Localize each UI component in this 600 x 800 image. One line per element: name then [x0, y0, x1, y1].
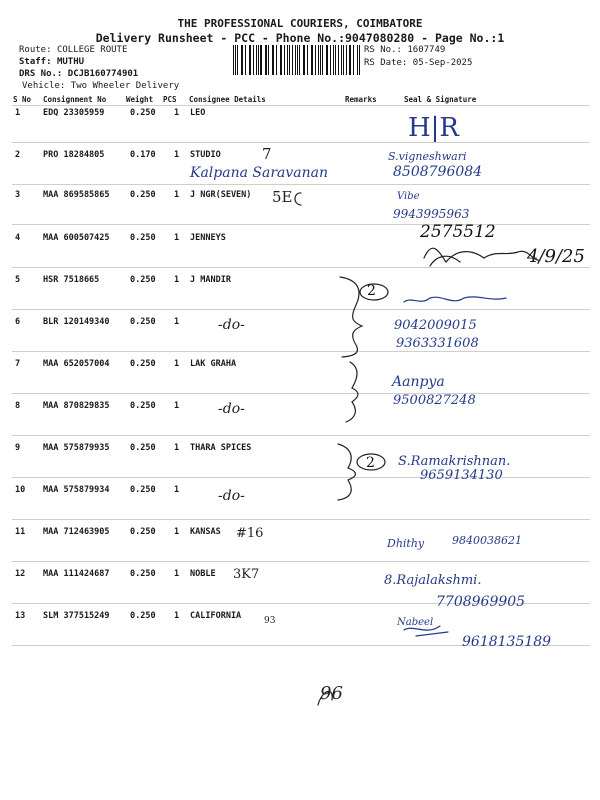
r11-note: #16: [236, 526, 264, 541]
row-pcs: 1: [174, 569, 180, 579]
r13-signature: Nabeel: [397, 617, 434, 628]
row-weight: 0.250: [130, 275, 156, 285]
row-pcs: 1: [174, 443, 180, 453]
row-pcs: 1: [174, 275, 180, 285]
company-title: THE PROFESSIONAL COURIERS, COIMBATORE: [177, 17, 423, 30]
col-remarks: Remarks: [345, 95, 377, 104]
row-consignee: KANSAS: [190, 527, 221, 537]
r12-phone: 7708969905: [436, 594, 526, 610]
row-sno: 3: [15, 190, 21, 200]
cross-r3: [295, 193, 301, 205]
r8-phone: 9500827248: [393, 393, 476, 408]
col-seal: Seal & Signature: [404, 95, 477, 104]
row-weight: 0.250: [130, 190, 156, 200]
page-mark-stroke: [318, 691, 332, 705]
row-weight: 0.250: [130, 611, 156, 621]
staff-value: MUTHU: [56, 57, 85, 67]
row-consignee: J NGR(SEVEN): [190, 190, 252, 200]
rs-date-value: 05-Sep-2025: [412, 58, 473, 68]
staff-label: Staff:: [19, 57, 52, 67]
row-sno: 5: [15, 275, 21, 285]
col-pcs: PCS: [163, 95, 177, 104]
row-pcs: 1: [174, 233, 180, 243]
r2-name: Kalpana Saravanan: [190, 165, 329, 181]
row-consignment: MAA 870829835: [43, 401, 110, 411]
row-consignment: MAA 111424687: [43, 569, 110, 579]
row-sno: 4: [15, 233, 21, 243]
r9-signature: S.Ramakrishnan.: [398, 454, 511, 469]
r11-signature: Dhithy: [387, 537, 425, 550]
row-consignee: J MANDIR: [190, 275, 231, 285]
row-pcs: 1: [174, 527, 180, 537]
drs-value: DCJB160774901: [67, 69, 139, 79]
r12-signature: 8.Rajalakshmi.: [384, 573, 482, 588]
r2-note: 7: [262, 145, 272, 163]
row-weight: 0.250: [130, 401, 156, 411]
row-pcs: 1: [174, 359, 180, 369]
r9-phone: 9659134130: [420, 468, 503, 483]
row-weight: 0.250: [130, 485, 156, 495]
col-consignment: Consignment No: [43, 95, 107, 104]
row-weight: 0.170: [130, 150, 156, 160]
row-sno: 7: [15, 359, 21, 369]
row-consignee: THARA SPICES: [190, 443, 252, 453]
row-sno: 12: [15, 569, 26, 579]
row-weight: 0.250: [130, 359, 156, 369]
row-consignee: LAK GRAHA: [190, 359, 237, 369]
row-consignment: MAA 575879934: [43, 485, 110, 495]
row-weight: 0.250: [130, 527, 156, 537]
row-pcs: 1: [174, 611, 180, 621]
row-pcs: 1: [174, 108, 180, 118]
r6-phone2: 9363331608: [396, 336, 479, 351]
row-weight: 0.250: [130, 317, 156, 327]
row-consignment: MAA 575879935: [43, 443, 110, 453]
row-consignment: MAA 712463905: [43, 527, 110, 537]
row-consignee: CALIFORNIA: [190, 611, 242, 621]
r13-phone: 9618135189: [462, 634, 552, 650]
count-circle-5: [360, 284, 388, 300]
brace-rows-7-8: [346, 362, 358, 422]
drs-label: DRS No.:: [19, 69, 63, 79]
vehicle-value: Two Wheeler Delivery: [70, 81, 180, 91]
r3-note: 5E: [272, 188, 293, 206]
row-sno: 1: [15, 108, 21, 118]
row-consignment: EDQ 23305959: [43, 108, 105, 118]
r3-signature: Vibe: [397, 191, 420, 202]
r4-date: 4/9/25: [527, 246, 585, 267]
row-sno: 9: [15, 443, 21, 453]
col-weight: Weight: [126, 95, 154, 104]
row-sno: 13: [15, 611, 26, 621]
count-circle-9: [357, 454, 385, 470]
row-weight: 0.250: [130, 443, 156, 453]
row-consignment: MAA 600507425: [43, 233, 110, 243]
page-mark: 96: [320, 683, 343, 704]
r2-phone: 8508796084: [393, 164, 483, 180]
row-pcs: 1: [174, 401, 180, 411]
row-weight: 0.250: [130, 108, 156, 118]
r4-code: 2575512: [420, 222, 496, 242]
runsheet-title: Delivery Runsheet - PCC - Phone No.:9047080280 - Page No.:1: [95, 31, 505, 45]
scribble-row-4: [424, 248, 540, 262]
row-consignment: MAA 652057004: [43, 359, 110, 369]
row-sno: 11: [15, 527, 26, 537]
col-sno: S No: [13, 95, 32, 104]
route-label: Route:: [19, 45, 52, 55]
r6-phone1: 9042009015: [394, 318, 477, 333]
r13-note: 93: [264, 616, 276, 626]
row-weight: 0.250: [130, 233, 156, 243]
r5-count: 2: [367, 283, 376, 299]
row-pcs: 1: [174, 317, 180, 327]
row-consignment: MAA 869585865: [43, 190, 110, 200]
row-sno: 6: [15, 317, 21, 327]
rs-date-label: RS Date:: [364, 58, 408, 68]
sign-row-13: [404, 626, 448, 636]
route-value: COLLEGE ROUTE: [56, 45, 128, 55]
row-sno: 2: [15, 150, 21, 160]
r6-ditto: -do-: [218, 317, 245, 333]
brace-rows-5-6: [340, 277, 362, 357]
sign-row-6: [404, 297, 506, 302]
row-consignee: JENNEYS: [190, 233, 226, 243]
rs-no-value: 1607749: [407, 45, 446, 55]
row-pcs: 1: [174, 485, 180, 495]
row-consignee: LEO: [190, 108, 206, 118]
row-pcs: 1: [174, 150, 180, 160]
row-sno: 10: [15, 485, 26, 495]
r10-ditto: -do-: [218, 488, 245, 504]
row-consignment: SLM 377515249: [43, 611, 110, 621]
r9-count: 2: [366, 455, 375, 471]
r12-note: 3K7: [233, 567, 260, 582]
rs-no-label: RS No.:: [364, 45, 402, 55]
brace-rows-9-10: [338, 444, 356, 500]
row-weight: 0.250: [130, 569, 156, 579]
r2-signature: S.vigneshwari: [388, 150, 467, 163]
col-consignee: Consignee Details: [189, 95, 266, 104]
row-consignment: BLR 120149340: [43, 317, 110, 327]
row-sno: 8: [15, 401, 21, 411]
row-consignment: HSR 7518665: [43, 275, 100, 285]
vehicle-label: Vehicle:: [22, 81, 66, 91]
r1-signature: H|R: [408, 113, 460, 143]
row-consignee: STUDIO: [190, 150, 221, 160]
row-pcs: 1: [174, 190, 180, 200]
row-consignee: NOBLE: [190, 569, 216, 579]
r3-phone: 9943995963: [393, 207, 470, 221]
r11-phone: 9840038621: [452, 534, 522, 547]
row-consignment: PRO 18284805: [43, 150, 105, 160]
r8-signature: Aanpya: [392, 374, 445, 390]
r8-ditto: -do-: [218, 401, 245, 417]
